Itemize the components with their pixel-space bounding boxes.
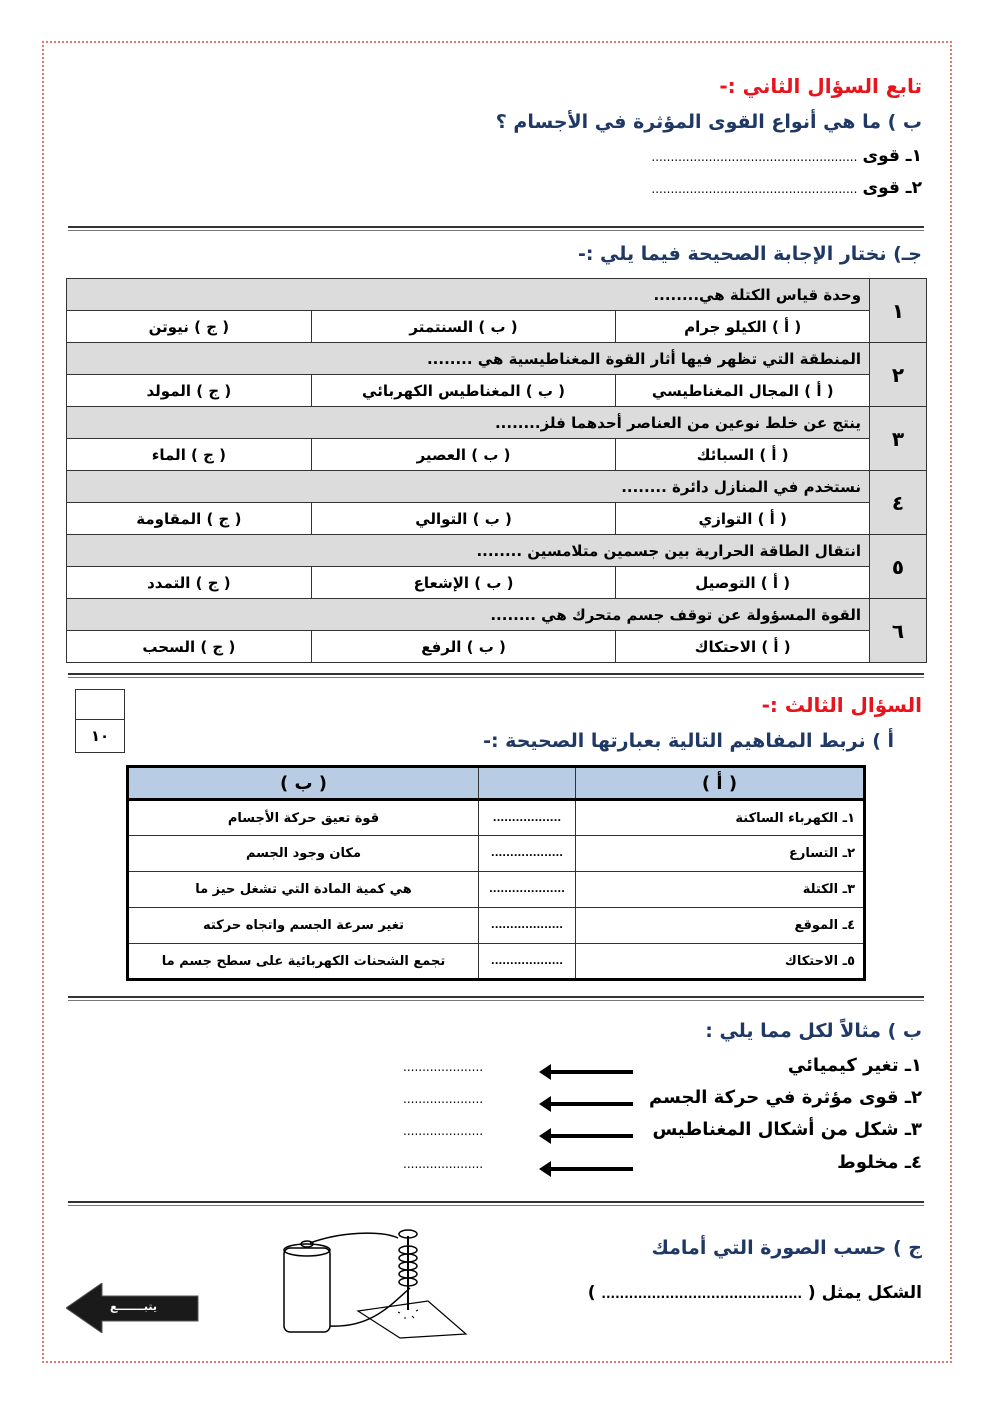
next-page-button[interactable]: [66, 1283, 200, 1333]
option-2[interactable]: ( ج ) نيوتن: [67, 311, 312, 343]
option-1[interactable]: ( ب ) التوالي: [311, 503, 616, 535]
answer-blank[interactable]: ......................................................: [651, 150, 858, 164]
option-0[interactable]: ( أ ) الكيلو جرام: [616, 311, 870, 343]
answer-blank[interactable]: ......................................................: [651, 182, 858, 196]
q2c-heading: جـ) نختار الإجابة الصحيحة فيما يلي :-: [577, 243, 922, 265]
definition: مكان وجود الجسم: [128, 836, 479, 872]
divider: [68, 996, 924, 1001]
left-arrow-icon: [545, 1134, 633, 1138]
left-arrow-icon: [545, 1102, 633, 1106]
option-0[interactable]: ( أ ) الاحتكاك: [616, 631, 870, 663]
q3b-heading: ب ) مثالاً لكل مما يلي :: [705, 1020, 922, 1042]
concept: ٥ـ الاحتكاك: [576, 944, 865, 980]
left-arrow-icon: [545, 1070, 633, 1074]
q2b-question: ب ) ما هي أنواع القوى المؤثرة في الأجسام ؟: [495, 111, 922, 133]
mcq-table: [66, 278, 927, 663]
close-paren: ): [587, 1283, 596, 1303]
col-blank-header: [479, 767, 576, 800]
answer-label: ٢ـ قوى: [862, 178, 922, 198]
example-blank[interactable]: .....................: [403, 1157, 484, 1171]
answer-label: ١ـ قوى: [862, 146, 922, 166]
option-1[interactable]: ( ب ) الإشعاع: [311, 567, 616, 599]
question-number: ٦: [870, 599, 927, 663]
options-row: [67, 631, 927, 663]
option-1[interactable]: ( ب ) المغناطيس الكهربائي: [311, 375, 616, 407]
question-text: وحدة قياس الكتلة هي........: [67, 279, 870, 311]
option-0[interactable]: ( أ ) التوصيل: [616, 567, 870, 599]
match-blank[interactable]: ....................: [479, 872, 576, 908]
option-1[interactable]: ( ب ) الرفع: [311, 631, 616, 663]
match-blank[interactable]: ...................: [479, 944, 576, 980]
option-1[interactable]: ( ب ) العصير: [311, 439, 616, 471]
option-0[interactable]: ( أ ) التوازي: [616, 503, 870, 535]
option-2[interactable]: ( ج ) السحب: [67, 631, 312, 663]
definition: تغير سرعة الجسم واتجاه حركته: [128, 908, 479, 944]
score-box: [75, 689, 125, 753]
question-row: [67, 407, 927, 439]
q3c-heading: ج ) حسب الصورة التي أمامك: [651, 1237, 922, 1259]
definition: قوة تعيق حركة الأجسام: [128, 800, 479, 836]
question-text: نستخدم في المنازل دائرة ........: [67, 471, 870, 503]
example-item: ٢ـ قوى مؤثرة في حركة الجسم: [649, 1087, 922, 1108]
prompt: الشكل يمثل (: [807, 1283, 922, 1303]
concept: ٤ـ الموقع: [576, 908, 865, 944]
q3-title: السؤال الثالث :-: [761, 693, 922, 717]
table-row: [128, 944, 865, 980]
score-earned[interactable]: [76, 690, 124, 720]
question-text: القوة المسؤولة عن توقف جسم متحرك هي ........: [67, 599, 870, 631]
question-number: ٣: [870, 407, 927, 471]
question-row: [67, 535, 927, 567]
option-2[interactable]: ( ج ) التمدد: [67, 567, 312, 599]
question-number: ١: [870, 279, 927, 343]
divider: [68, 1201, 924, 1206]
q2b-answer-2[interactable]: [651, 178, 922, 198]
q3a-heading: أ ) نربط المفاهيم التالية بعبارتها الصحيحة :-: [483, 730, 894, 752]
match-blank[interactable]: ...................: [479, 836, 576, 872]
definition: تجمع الشحنات الكهربائية على سطح جسم ما: [128, 944, 479, 980]
example-item: ٣ـ شكل من أشكال المغناطيس: [652, 1119, 922, 1140]
col-a-header: ( أ ): [576, 767, 865, 800]
answer-blank[interactable]: ............................................: [601, 1287, 802, 1301]
option-0[interactable]: ( أ ) السبائك: [616, 439, 870, 471]
next-label: يتبـــــــع: [110, 1300, 157, 1313]
options-row: [67, 503, 927, 535]
options-row: [67, 311, 927, 343]
match-blank[interactable]: ..................: [479, 800, 576, 836]
example-item: ٤ـ مخلوط: [837, 1152, 922, 1173]
question-number: ٥: [870, 535, 927, 599]
option-0[interactable]: ( أ ) المجال المغناطيسي: [616, 375, 870, 407]
question-text: ينتج عن خلط نوعين من العناصر أحدهما فلز........: [67, 407, 870, 439]
table-row: [128, 872, 865, 908]
divider: [68, 673, 924, 678]
concept: ١ـ الكهرباء الساكنة: [576, 800, 865, 836]
header-row: [128, 767, 865, 800]
q2-continued-title: تابع السؤال الثاني :-: [719, 74, 922, 98]
example-blank[interactable]: .....................: [403, 1124, 484, 1138]
option-2[interactable]: ( ج ) المقاومة: [67, 503, 312, 535]
question-row: [67, 471, 927, 503]
options-row: [67, 375, 927, 407]
col-b-header: ( ب ): [128, 767, 479, 800]
left-arrow-icon: [545, 1167, 633, 1171]
question-text: انتقال الطاقة الحرارية بين جسمين متلامسين ........: [67, 535, 870, 567]
electromagnet-figure: [280, 1226, 470, 1341]
divider: [68, 226, 924, 231]
question-row: [67, 279, 927, 311]
example-blank[interactable]: .....................: [403, 1060, 484, 1074]
option-1[interactable]: ( ب ) السنتمتر: [311, 311, 616, 343]
example-blank[interactable]: .....................: [403, 1092, 484, 1106]
table-row: [128, 800, 865, 836]
question-number: ٤: [870, 471, 927, 535]
option-2[interactable]: ( ج ) الماء: [67, 439, 312, 471]
score-total: ١٠: [90, 727, 110, 745]
table-row: [128, 836, 865, 872]
question-row: [67, 343, 927, 375]
question-text: المنطقة التي تظهر فيها أثار القوة المغناطيسية هي ........: [67, 343, 870, 375]
concept: ٣ـ الكتلة: [576, 872, 865, 908]
concept: ٢ـ التسارع: [576, 836, 865, 872]
q2b-answer-1[interactable]: [651, 146, 922, 166]
options-row: [67, 439, 927, 471]
example-item: ١ـ تغير كيميائي: [787, 1055, 922, 1076]
table-row: [128, 908, 865, 944]
matching-table: [126, 765, 866, 981]
question-row: [67, 599, 927, 631]
question-number: ٢: [870, 343, 927, 407]
q3c-answer[interactable]: [588, 1283, 922, 1303]
definition: هي كمية المادة التي تشغل حيز ما: [128, 872, 479, 908]
option-2[interactable]: ( ج ) المولد: [67, 375, 312, 407]
options-row: [67, 567, 927, 599]
match-blank[interactable]: ...................: [479, 908, 576, 944]
